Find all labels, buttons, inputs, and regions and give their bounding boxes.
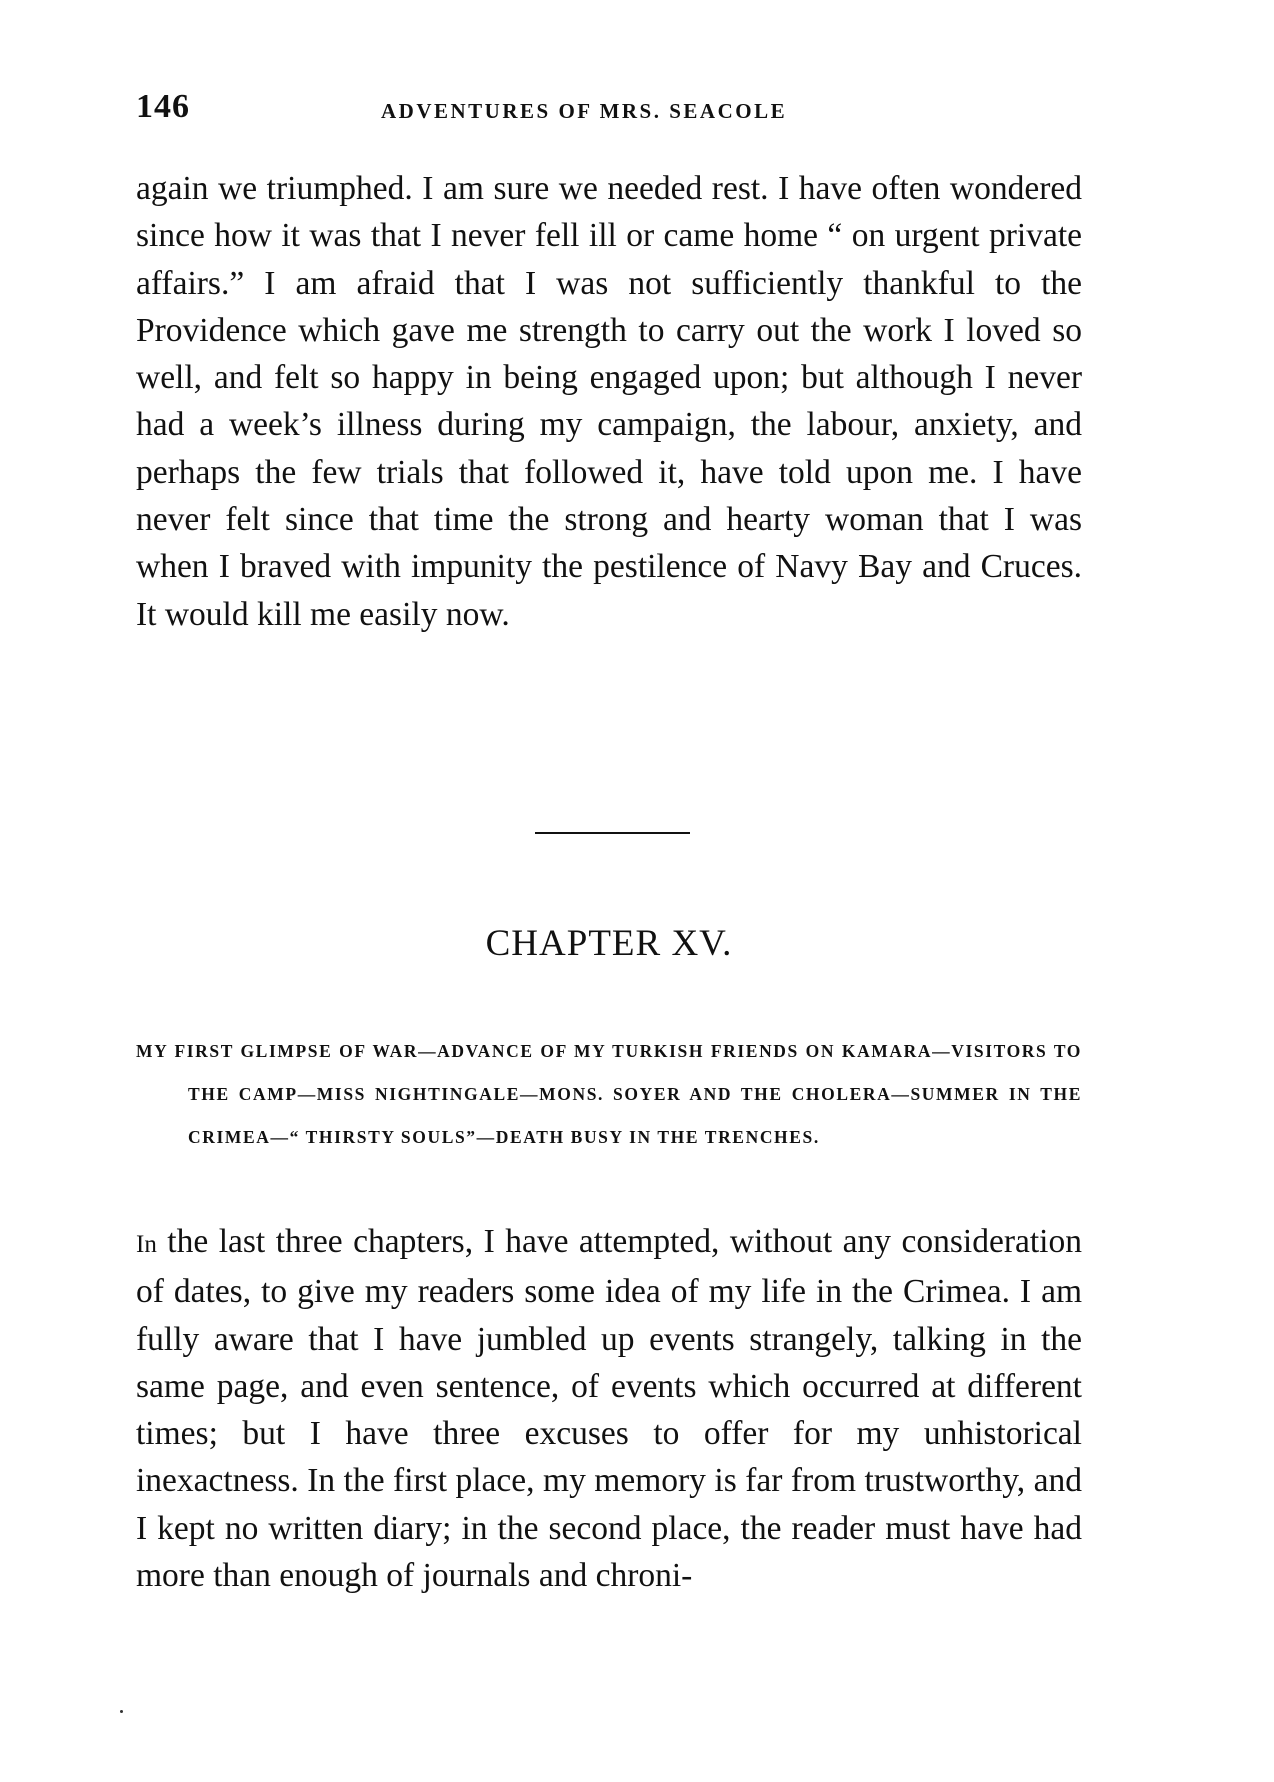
- chapter-title: CHAPTER XV.: [485, 923, 733, 964]
- paragraph-text: the last three chapters, I have attempted, without any consideration of dates, to give my readers some idea of my life in the Crimea. I am fully aware that I have jumbled up events strangely, talking in the same page, and even sentence, of events which occurred at different times; but I have three excuses to offer for my unhistorical inexactness. In the first place, my memory is far from trustworthy, and I kept no written diary; in the second place, the reader must have had more than enough of journals and chroni-: [136, 1223, 1082, 1595]
- section-divider-rule: [535, 832, 690, 834]
- chapter-synopsis: MY FIRST GLIMPSE OF WAR—ADVANCE OF MY TURKISH FRIENDS ON KAMARA—VISITORS TO THE CAMP—MISS NIGHTINGALE—MONS. SOYER AND THE CHOLERA—SUMMER IN THE CRIMEA—“ THIRSTY SOULS”—DEATH BUSY IN THE TRENCHES.: [136, 1041, 1082, 1147]
- page-header: [136, 88, 1086, 128]
- paragraph-continued: again we triumphed. I am sure we needed rest. I have often wondered since how it was that I never fell ill or came home “ on urgent private affairs.” I am afraid that I was not sufficiently thankful to the Providence which gave me strength to carry out the work I loved so well, and felt so happy in being engaged upon; but although I never had a week’s illness during my campaign, the labour, anxiety, and perhaps the few trials that followed it, have told upon me. I have never felt since that time the strong and hearty woman that I was when I braved with impunity the pestilence of Navy Bay and Cruces. It would kill me easily now.: [136, 170, 1082, 633]
- scan-speck: [120, 1710, 123, 1713]
- running-title: ADVENTURES OF MRS. SEACOLE: [381, 99, 788, 123]
- page-number: 146: [136, 88, 190, 125]
- paragraph-initial: In: [136, 1231, 157, 1258]
- chapter-opening-paragraph: [136, 1218, 1082, 1618]
